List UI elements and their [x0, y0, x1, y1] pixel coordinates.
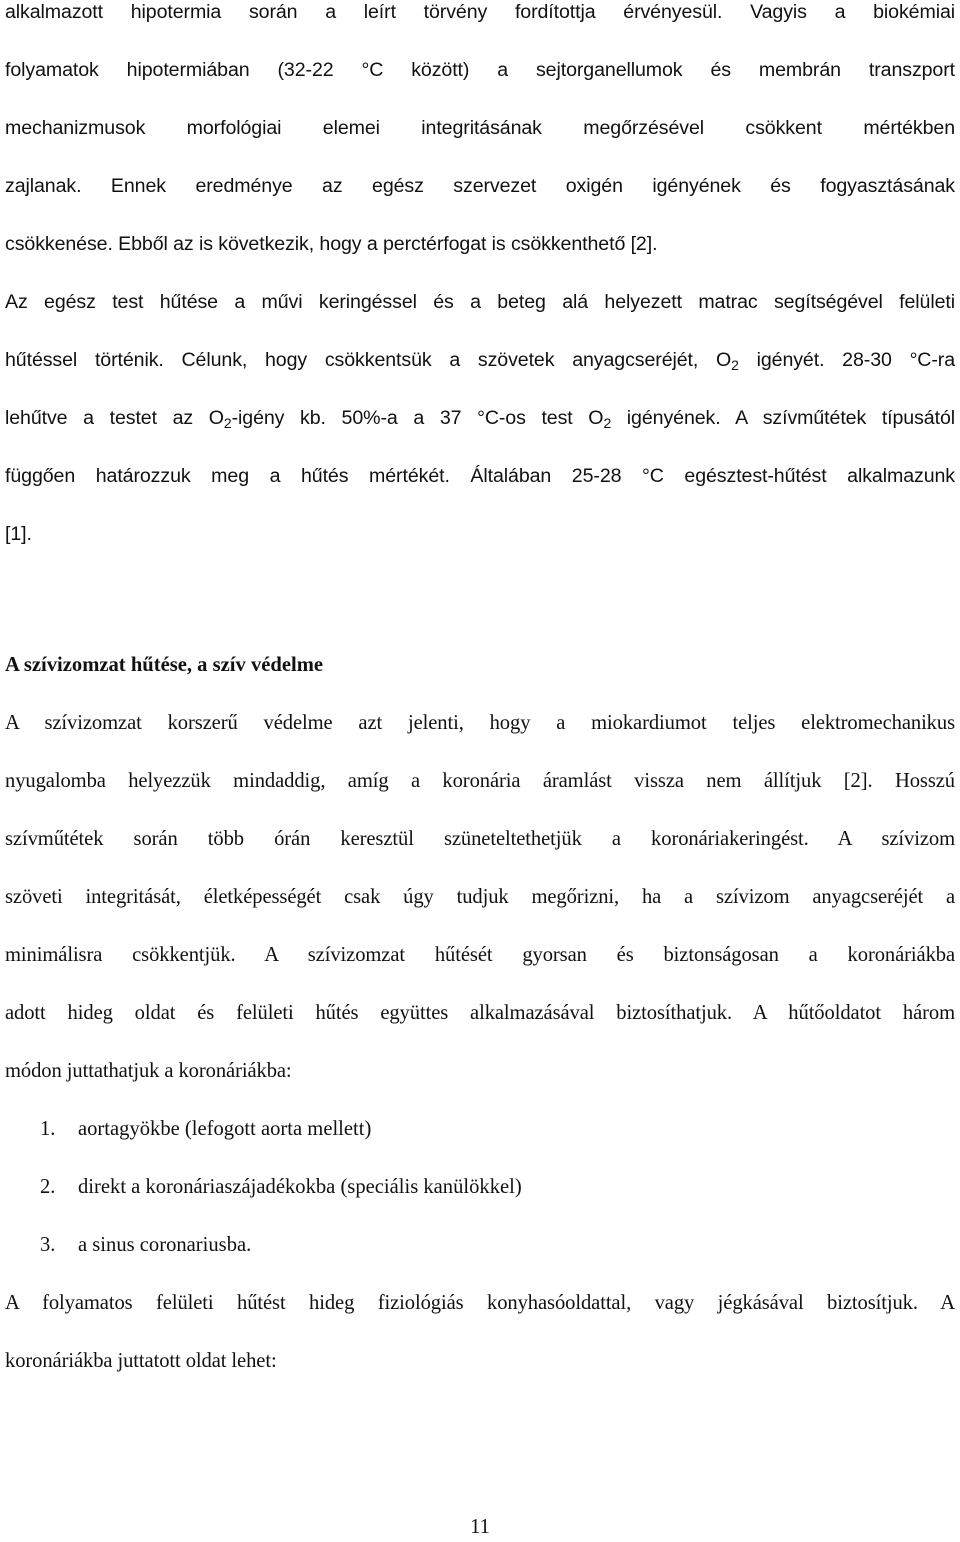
- paragraph-line: A szívizomzat korszerű védelme azt jelenti, hogy a miokardiumot teljes elektromechanikus: [5, 712, 955, 734]
- paragraph-line: [1].: [5, 523, 32, 545]
- list-item: [40, 1114, 371, 1144]
- text-span: igényének. A szívműtétek típusától: [611, 407, 955, 429]
- paragraph-line: A folyamatos felületi hűtést hideg fiziológiás konyhasóoldattal, vagy jégkásával biztosítjuk. A: [5, 1292, 955, 1314]
- list-item: [40, 1230, 251, 1260]
- text-span: hűtéssel történik. Célunk, hogy csökkentsük a szövetek anyagcseréjét, O: [5, 349, 732, 371]
- paragraph-line: minimálisra csökkentjük. A szívizomzat hűtését gyorsan és biztonságosan a koronáriákba: [5, 944, 955, 966]
- paragraph-line: Az egész test hűtése a művi keringéssel és a beteg alá helyezett matrac segítségével felületi: [5, 291, 955, 313]
- list-text: a sinus coronariusba.: [78, 1234, 252, 1256]
- list-number: 3.: [40, 1234, 56, 1256]
- section-heading: A szívizomzat hűtése, a szív védelme: [5, 654, 323, 676]
- text-span: igényét. 28-30 °C-ra: [738, 349, 955, 371]
- text-span: -igény kb. 50%-a a 37 °C-os test O: [231, 407, 604, 429]
- list-text: aortagyökbe (lefogott aorta mellett): [78, 1118, 372, 1140]
- paragraph-line: mechanizmusok morfológiai elemei integritásának megőrzésével csökkent mértékben: [5, 117, 955, 139]
- paragraph-line: szívműtétek során több órán keresztül szüneteltethetjük a koronáriakeringést. A szívizom: [5, 828, 955, 850]
- paragraph-line: adott hideg oldat és felületi hűtés együttes alkalmazásával biztosíthatjuk. A hűtőoldatot három: [5, 1002, 955, 1024]
- subscript: 2: [731, 357, 739, 373]
- paragraph-line: [5, 403, 955, 461]
- list-number: 1.: [40, 1118, 56, 1140]
- paragraph-line: szöveti integritását, életképességét csak úgy tudjuk megőrizni, ha a szívizom anyagcseréjét a: [5, 886, 955, 908]
- paragraph-line: koronáriákba juttatott oldat lehet:: [5, 1350, 277, 1372]
- text-span: lehűtve a testet az O: [5, 407, 224, 429]
- paragraph-line: csökkenése. Ebből az is következik, hogy a perctérfogat is csökkenthető [2].: [5, 233, 658, 255]
- paragraph-line: alkalmazott hipotermia során a leírt törvény fordítottja érvényesül. Vagyis a biokémiai: [5, 1, 955, 23]
- list-text: direkt a koronáriaszájadékokba (speciális kanülökkel): [78, 1176, 522, 1198]
- paragraph-line: nyugalomba helyezzük mindaddig, amíg a koronária áramlást vissza nem állítjuk [2]. Hosszú: [5, 770, 955, 792]
- paragraph-line: folyamatok hipotermiában (32-22 °C között) a sejtorganellumok és membrán transzport: [5, 59, 955, 81]
- subscript: 2: [603, 415, 612, 431]
- paragraph-line: zajlanak. Ennek eredménye az egész szervezet oxigén igényének és fogyasztásának: [5, 175, 955, 197]
- subscript: 2: [223, 415, 232, 431]
- paragraph-line: módon juttathatjuk a koronáriákba:: [5, 1060, 292, 1082]
- list-number: 2.: [40, 1176, 56, 1198]
- paragraph-line: függően határozzuk meg a hűtés mértékét. Általában 25-28 °C egésztest-hűtést alkalmazunk: [5, 465, 955, 487]
- page-number: 11: [470, 1516, 490, 1538]
- list-item: [40, 1172, 522, 1202]
- paragraph-line: [5, 345, 955, 403]
